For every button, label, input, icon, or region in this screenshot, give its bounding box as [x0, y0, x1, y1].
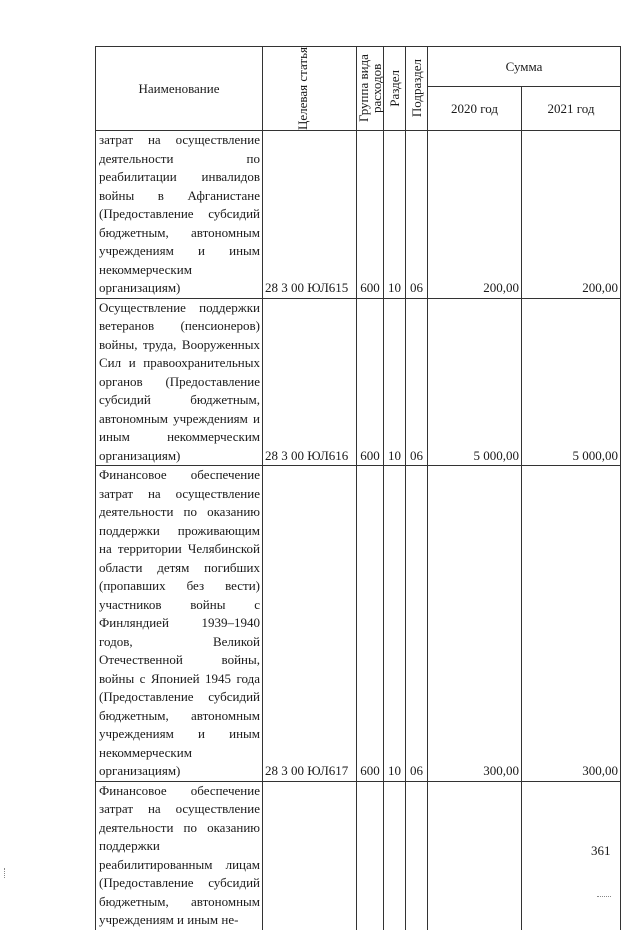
row-group: 600 [357, 466, 384, 782]
row-subsection: 06 [406, 466, 428, 782]
header-subsection [406, 47, 428, 131]
row-section: 10 [384, 466, 406, 782]
header-section-label: Раздел [387, 70, 402, 107]
header-name-label: Наименование [138, 80, 220, 96]
row-sum-2021: 200,00 [522, 131, 621, 299]
row-sum-2021: 300,00 [522, 466, 621, 782]
row-sum-2020: 5 000,00 [428, 298, 522, 466]
row-sum-2020: 200,00 [428, 131, 522, 299]
header-sum-label: Сумма [505, 58, 543, 74]
row-subsection: 06 [406, 298, 428, 466]
row-section: 10 [384, 298, 406, 466]
header-section [384, 47, 406, 131]
header-expense-group [357, 47, 384, 131]
header-row [96, 47, 621, 87]
header-expense-group-label: Группа вида расходов [356, 54, 384, 123]
row-description: Финансовое обеспечение затрат на осуществление деятельности по оказанию поддержки реабилитированным лицам (Предоставление субсидий бюджетным, автономным учреждениям и иным не- [96, 781, 263, 930]
header-target-article-label: Целевая статья [294, 46, 310, 130]
table-row [96, 466, 621, 782]
header-subsection-label: Подраздел [409, 59, 424, 118]
header-year-2021: 2021 год [522, 87, 621, 131]
row-code [263, 781, 357, 930]
row-description: Осуществление поддержки ветеранов (пенсионеров) войны, труда, Вооруженных Сил и правоохранительных органов (Предоставление субсидий бюджетным, автономным учреждениям и иным некоммерческим организациям) [96, 298, 263, 466]
row-section: 10 [384, 131, 406, 299]
row-group [357, 781, 384, 930]
row-sum-2020 [428, 781, 522, 930]
row-subsection: 06 [406, 131, 428, 299]
row-section [384, 781, 406, 930]
table-row [96, 781, 621, 930]
header-year-2020: 2020 год [428, 87, 522, 131]
row-description: Финансовое обеспечение затрат на осуществление деятельности по оказанию поддержки проживающим на территории Челябинской области детям погибших (пропавших без вести) участников войны с Финляндией 1939–1940 годов, Великой Отечественной войны, войны с Японией 1945 года (Предоставление субсидий бюджетным, автономным учреждениям и иным некоммерческим организациям) [96, 466, 263, 782]
table-row [96, 298, 621, 466]
row-code: 28 3 00 ЮЛ615 [263, 131, 357, 299]
row-sum-2021: 5 000,00 [522, 298, 621, 466]
row-group: 600 [357, 131, 384, 299]
margin-mark [4, 868, 7, 878]
header-target-article [263, 47, 357, 131]
row-subsection [406, 781, 428, 930]
row-code: 28 3 00 ЮЛ616 [263, 298, 357, 466]
budget-table [95, 46, 621, 930]
header-name [96, 47, 263, 131]
corner-mark [597, 896, 611, 899]
row-group: 600 [357, 298, 384, 466]
row-description: затрат на осуществление деятельности по реабилитации инвалидов войны в Афганистане (Предоставление субсидий бюджетным, автономным учреждениям и иным некоммерческим организациям) [96, 131, 263, 299]
row-code: 28 3 00 ЮЛ617 [263, 466, 357, 782]
page-number: 361 [591, 843, 611, 858]
header-sum [428, 47, 621, 87]
row-sum-2020: 300,00 [428, 466, 522, 782]
table-row [96, 131, 621, 299]
